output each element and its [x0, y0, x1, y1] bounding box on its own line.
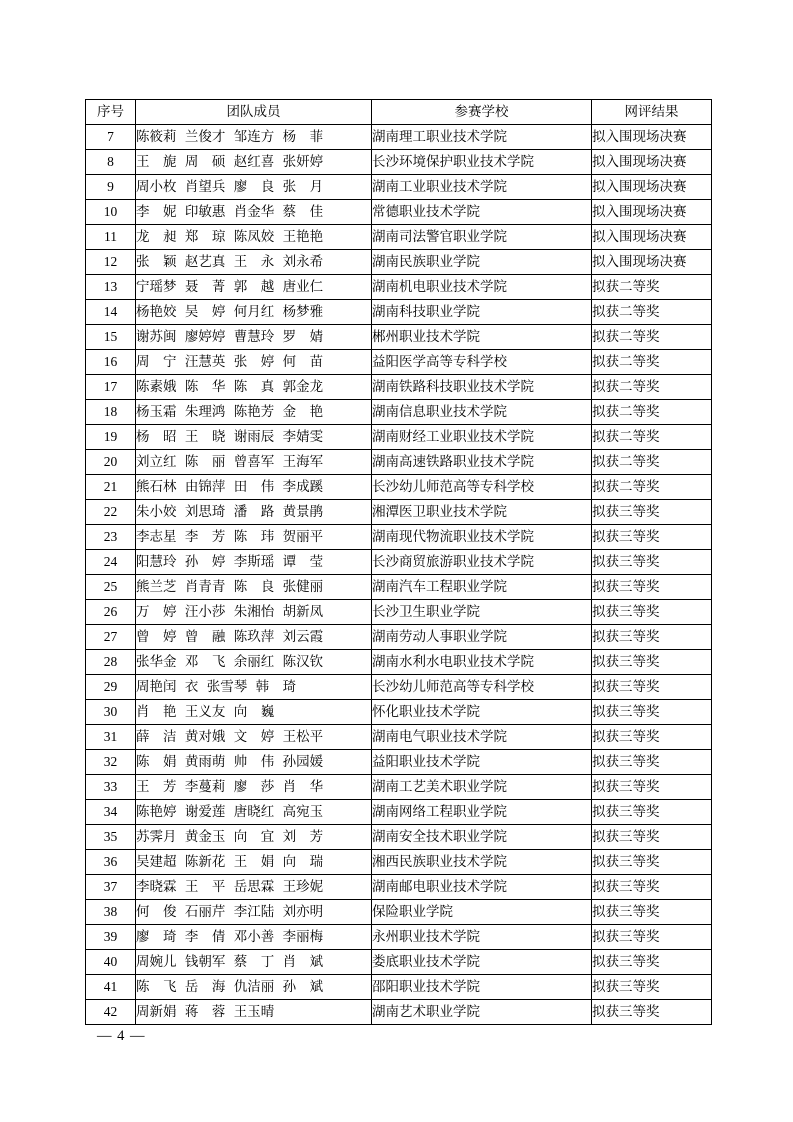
cell-school: 湖南艺术职业学院 [372, 1000, 592, 1025]
cell-review-result: 拟获三等奖 [592, 600, 712, 625]
cell-team-members: 肖 艳 王义友 向 巍 [136, 700, 372, 725]
cell-school: 湖南财经工业职业技术学院 [372, 425, 592, 450]
cell-review-result: 拟入围现场决赛 [592, 150, 712, 175]
cell-review-result: 拟获三等奖 [592, 550, 712, 575]
cell-review-result: 拟入围现场决赛 [592, 250, 712, 275]
cell-school: 湖南现代物流职业技术学院 [372, 525, 592, 550]
cell-serial-number: 29 [86, 675, 136, 700]
table-header-row [86, 100, 712, 125]
cell-serial-number: 38 [86, 900, 136, 925]
cell-review-result: 拟获三等奖 [592, 650, 712, 675]
cell-team-members: 何 俊 石丽芹 李江陆 刘亦明 [136, 900, 372, 925]
cell-review-result: 拟获三等奖 [592, 850, 712, 875]
cell-team-members: 刘立红 陈 丽 曾喜军 王海军 [136, 450, 372, 475]
table-row [86, 300, 712, 325]
cell-team-members: 曾 婷 曾 融 陈玖萍 刘云霞 [136, 625, 372, 650]
cell-review-result: 拟获三等奖 [592, 800, 712, 825]
cell-school: 长沙卫生职业学院 [372, 600, 592, 625]
cell-school: 湖南汽车工程职业学院 [372, 575, 592, 600]
cell-team-members: 陈素娥 陈 华 陈 真 郭金龙 [136, 375, 372, 400]
table-row [86, 800, 712, 825]
cell-school: 湖南信息职业技术学院 [372, 400, 592, 425]
table-row [86, 175, 712, 200]
cell-team-members: 熊兰芝 肖青青 陈 良 张健丽 [136, 575, 372, 600]
cell-school: 湖南高速铁路职业技术学院 [372, 450, 592, 475]
table-head [86, 100, 712, 125]
table-row [86, 475, 712, 500]
cell-review-result: 拟获三等奖 [592, 625, 712, 650]
header-team-members: 团队成员 [136, 100, 372, 125]
award-results-table [85, 99, 712, 1025]
cell-team-members: 陈 娟 黄雨萌 帅 伟 孙园媛 [136, 750, 372, 775]
table-row [86, 325, 712, 350]
table-row [86, 675, 712, 700]
cell-school: 湖南网络工程职业学院 [372, 800, 592, 825]
table-row [86, 600, 712, 625]
cell-serial-number: 27 [86, 625, 136, 650]
header-serial-number: 序号 [86, 100, 136, 125]
table-row [86, 650, 712, 675]
table-row [86, 400, 712, 425]
cell-team-members: 张华金 邓 飞 余丽红 陈汉钦 [136, 650, 372, 675]
cell-review-result: 拟获三等奖 [592, 900, 712, 925]
table-body [86, 125, 712, 1025]
cell-serial-number: 25 [86, 575, 136, 600]
cell-serial-number: 10 [86, 200, 136, 225]
cell-serial-number: 23 [86, 525, 136, 550]
page-number: — 4 — [97, 1028, 146, 1044]
cell-serial-number: 22 [86, 500, 136, 525]
cell-review-result: 拟获二等奖 [592, 450, 712, 475]
cell-team-members: 李志星 李 芳 陈 玮 贺丽平 [136, 525, 372, 550]
table-row [86, 425, 712, 450]
cell-team-members: 王 旎 周 硕 赵红喜 张妍婷 [136, 150, 372, 175]
cell-review-result: 拟获三等奖 [592, 675, 712, 700]
cell-review-result: 拟入围现场决赛 [592, 175, 712, 200]
cell-review-result: 拟获三等奖 [592, 750, 712, 775]
table-row [86, 225, 712, 250]
cell-team-members: 周小枚 肖望兵 廖 良 张 月 [136, 175, 372, 200]
cell-school: 湖南电气职业技术学院 [372, 725, 592, 750]
cell-review-result: 拟获三等奖 [592, 725, 712, 750]
cell-school: 长沙环境保护职业技术学院 [372, 150, 592, 175]
cell-review-result: 拟获三等奖 [592, 825, 712, 850]
cell-review-result: 拟获三等奖 [592, 500, 712, 525]
table-row [86, 1000, 712, 1025]
cell-team-members: 周婉儿 钱朝军 蔡 丁 肖 斌 [136, 950, 372, 975]
cell-team-members: 薛 洁 黄对娥 文 婷 王松平 [136, 725, 372, 750]
cell-school: 湖南铁路科技职业技术学院 [372, 375, 592, 400]
cell-team-members: 熊石林 由锦萍 田 伟 李成蹊 [136, 475, 372, 500]
cell-team-members: 谢苏闽 廖婷婷 曹慧玲 罗 婧 [136, 325, 372, 350]
table-row [86, 150, 712, 175]
cell-review-result: 拟获三等奖 [592, 775, 712, 800]
table-row [86, 700, 712, 725]
cell-serial-number: 13 [86, 275, 136, 300]
cell-school: 湖南民族职业学院 [372, 250, 592, 275]
cell-team-members: 王 芳 李蔓莉 廖 莎 肖 华 [136, 775, 372, 800]
cell-review-result: 拟获三等奖 [592, 525, 712, 550]
table-row [86, 125, 712, 150]
cell-review-result: 拟获二等奖 [592, 350, 712, 375]
cell-review-result: 拟获二等奖 [592, 375, 712, 400]
cell-school: 邵阳职业技术学院 [372, 975, 592, 1000]
table-row [86, 725, 712, 750]
cell-team-members: 李晓霖 王 平 岳思霖 王珍妮 [136, 875, 372, 900]
cell-review-result: 拟获三等奖 [592, 575, 712, 600]
cell-serial-number: 8 [86, 150, 136, 175]
cell-team-members: 周艳闰 衣 张雪琴 韩 琦 [136, 675, 372, 700]
cell-team-members: 万 婷 汪小莎 朱湘怡 胡新凤 [136, 600, 372, 625]
cell-team-members: 陈 飞 岳 海 仇洁丽 孙 斌 [136, 975, 372, 1000]
cell-serial-number: 9 [86, 175, 136, 200]
cell-serial-number: 20 [86, 450, 136, 475]
table-row [86, 525, 712, 550]
cell-school: 益阳医学高等专科学校 [372, 350, 592, 375]
cell-team-members: 杨 昭 王 晓 谢雨辰 李婧雯 [136, 425, 372, 450]
cell-review-result: 拟获三等奖 [592, 925, 712, 950]
cell-school: 湖南司法警官职业学院 [372, 225, 592, 250]
table-row [86, 200, 712, 225]
table-row [86, 850, 712, 875]
cell-review-result: 拟获三等奖 [592, 1000, 712, 1025]
cell-review-result: 拟获二等奖 [592, 300, 712, 325]
cell-school: 长沙幼儿师范高等专科学校 [372, 475, 592, 500]
cell-school: 湖南水利水电职业技术学院 [372, 650, 592, 675]
cell-serial-number: 21 [86, 475, 136, 500]
cell-serial-number: 28 [86, 650, 136, 675]
table-row [86, 975, 712, 1000]
cell-serial-number: 33 [86, 775, 136, 800]
cell-school: 保险职业学院 [372, 900, 592, 925]
cell-school: 湖南劳动人事职业学院 [372, 625, 592, 650]
cell-serial-number: 26 [86, 600, 136, 625]
cell-serial-number: 11 [86, 225, 136, 250]
table-row [86, 950, 712, 975]
cell-serial-number: 16 [86, 350, 136, 375]
cell-team-members: 苏霁月 黄金玉 向 宜 刘 芳 [136, 825, 372, 850]
table-row [86, 275, 712, 300]
cell-team-members: 杨艳姣 吴 婷 何月红 杨梦雅 [136, 300, 372, 325]
cell-school: 益阳职业技术学院 [372, 750, 592, 775]
table-row [86, 375, 712, 400]
cell-school: 湖南工艺美术职业学院 [372, 775, 592, 800]
cell-serial-number: 30 [86, 700, 136, 725]
cell-serial-number: 39 [86, 925, 136, 950]
cell-team-members: 阳慧玲 孙 婷 李斯瑶 谭 莹 [136, 550, 372, 575]
cell-team-members: 李 妮 印敏惠 肖金华 蔡 佳 [136, 200, 372, 225]
cell-school: 怀化职业技术学院 [372, 700, 592, 725]
header-review-result: 网评结果 [592, 100, 712, 125]
cell-team-members: 吴建超 陈新花 王 娟 向 瑞 [136, 850, 372, 875]
cell-serial-number: 32 [86, 750, 136, 775]
cell-team-members: 陈筱莉 兰俊才 邹连方 杨 菲 [136, 125, 372, 150]
table-row [86, 775, 712, 800]
table-row [86, 900, 712, 925]
cell-review-result: 拟获三等奖 [592, 700, 712, 725]
cell-team-members: 朱小姣 刘思琦 潘 路 黄景鹃 [136, 500, 372, 525]
table-row [86, 625, 712, 650]
cell-school: 湘西民族职业技术学院 [372, 850, 592, 875]
cell-serial-number: 40 [86, 950, 136, 975]
cell-review-result: 拟获二等奖 [592, 425, 712, 450]
cell-team-members: 陈艳婷 谢爱莲 唐晓红 高宛玉 [136, 800, 372, 825]
cell-school: 永州职业技术学院 [372, 925, 592, 950]
table-row [86, 500, 712, 525]
cell-serial-number: 19 [86, 425, 136, 450]
cell-serial-number: 7 [86, 125, 136, 150]
cell-review-result: 拟入围现场决赛 [592, 125, 712, 150]
cell-school: 湘潭医卫职业技术学院 [372, 500, 592, 525]
cell-review-result: 拟获二等奖 [592, 275, 712, 300]
cell-school: 湖南理工职业技术学院 [372, 125, 592, 150]
cell-school: 娄底职业技术学院 [372, 950, 592, 975]
table-row [86, 925, 712, 950]
cell-review-result: 拟获二等奖 [592, 400, 712, 425]
cell-serial-number: 14 [86, 300, 136, 325]
cell-review-result: 拟获三等奖 [592, 950, 712, 975]
cell-school: 湖南工业职业技术学院 [372, 175, 592, 200]
cell-team-members: 张 颖 赵艺真 王 永 刘永希 [136, 250, 372, 275]
cell-serial-number: 42 [86, 1000, 136, 1025]
table-row [86, 250, 712, 275]
cell-serial-number: 12 [86, 250, 136, 275]
cell-team-members: 龙 昶 郑 琼 陈凤姣 王艳艳 [136, 225, 372, 250]
cell-review-result: 拟获二等奖 [592, 475, 712, 500]
cell-school: 湖南安全技术职业学院 [372, 825, 592, 850]
table-row [86, 450, 712, 475]
cell-team-members: 杨玉霜 朱理鸿 陈艳芳 金 艳 [136, 400, 372, 425]
cell-serial-number: 41 [86, 975, 136, 1000]
cell-school: 常德职业技术学院 [372, 200, 592, 225]
cell-school: 湖南机电职业技术学院 [372, 275, 592, 300]
cell-review-result: 拟入围现场决赛 [592, 225, 712, 250]
table-row [86, 350, 712, 375]
cell-team-members: 周 宁 汪慧英 张 婷 何 苗 [136, 350, 372, 375]
cell-review-result: 拟获三等奖 [592, 875, 712, 900]
table-row [86, 750, 712, 775]
cell-serial-number: 34 [86, 800, 136, 825]
cell-review-result: 拟入围现场决赛 [592, 200, 712, 225]
cell-school: 长沙商贸旅游职业技术学院 [372, 550, 592, 575]
cell-team-members: 周新娟 蒋 蓉 王玉晴 [136, 1000, 372, 1025]
table-row [86, 575, 712, 600]
table-row [86, 875, 712, 900]
cell-serial-number: 24 [86, 550, 136, 575]
table-row [86, 550, 712, 575]
cell-team-members: 廖 琦 李 倩 邓小善 李丽梅 [136, 925, 372, 950]
cell-school: 湖南科技职业学院 [372, 300, 592, 325]
cell-serial-number: 17 [86, 375, 136, 400]
cell-serial-number: 18 [86, 400, 136, 425]
cell-serial-number: 15 [86, 325, 136, 350]
cell-review-result: 拟获三等奖 [592, 975, 712, 1000]
cell-serial-number: 31 [86, 725, 136, 750]
cell-serial-number: 36 [86, 850, 136, 875]
table-row [86, 825, 712, 850]
cell-school: 湖南邮电职业技术学院 [372, 875, 592, 900]
cell-school: 长沙幼儿师范高等专科学校 [372, 675, 592, 700]
header-school: 参赛学校 [372, 100, 592, 125]
cell-school: 郴州职业技术学院 [372, 325, 592, 350]
cell-review-result: 拟获二等奖 [592, 325, 712, 350]
cell-serial-number: 35 [86, 825, 136, 850]
cell-serial-number: 37 [86, 875, 136, 900]
cell-team-members: 宁瑶梦 聂 菁 郭 越 唐业仁 [136, 275, 372, 300]
